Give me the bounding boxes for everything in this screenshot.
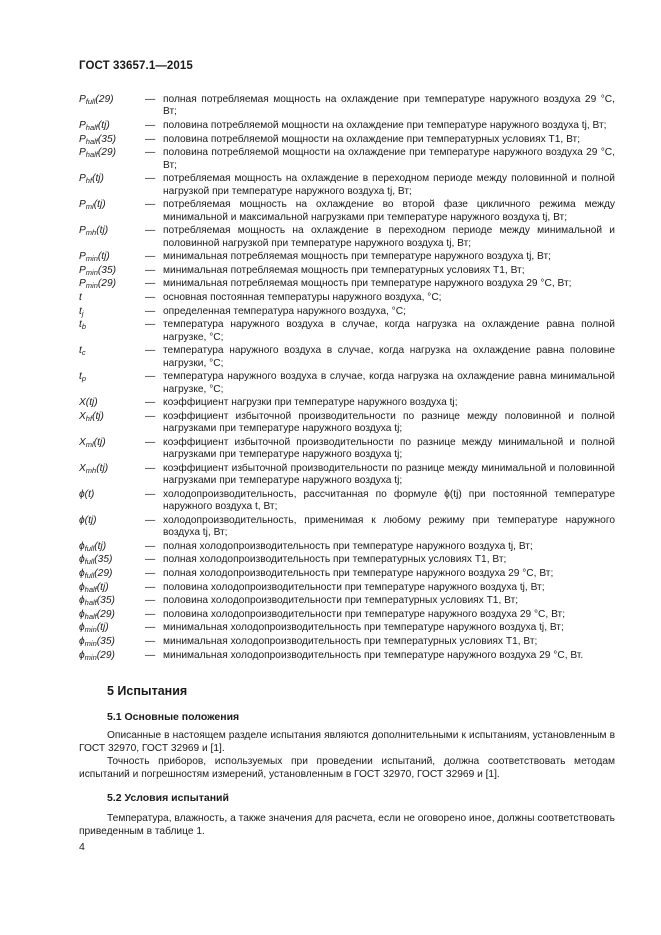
symbol-subscript: mh [85, 465, 97, 475]
symbol-subscript: mh [85, 228, 97, 238]
definition-symbol [79, 515, 145, 540]
symbol-base: ϕ [79, 595, 85, 607]
definition-description: минимальная потребляемая мощность при температуре наружного воздуха tj, Вт; [163, 251, 551, 263]
definition-symbol [79, 554, 145, 566]
symbol-base: P [79, 264, 86, 276]
definition-dash: — [145, 225, 156, 237]
symbol-subscript: half [84, 598, 97, 608]
symbol-subscript: half [85, 136, 98, 146]
symbol-base: ϕ [79, 622, 85, 634]
symbol-base: t [79, 305, 82, 317]
definition-description: холодопроизводительность, рассчитанная по формуле ϕ(tj) при постоянной температуре наружного воздуха t, Вт; [163, 488, 615, 513]
symbol-subscript: ml [85, 202, 94, 212]
definition-row [79, 489, 615, 514]
symbol-argument: (35) [96, 595, 115, 607]
definition-row [79, 306, 615, 318]
symbol-subscript: full [85, 97, 96, 106]
definition-description: половина холодопроизводительности при температурных условиях Т1, Вт; [163, 595, 519, 607]
definition-symbol [79, 397, 145, 409]
symbol-base: P [79, 199, 86, 211]
definition-symbol [79, 278, 145, 290]
definition-row [79, 609, 615, 621]
symbol-subscript: c [81, 348, 86, 358]
definition-dash: — [145, 410, 156, 422]
symbol-argument: (tj) [96, 581, 109, 593]
definition-dash: — [145, 622, 156, 634]
definition-description: полная потребляемая мощность на охлаждение при температуре наружного воздуха 29 °С, Вт; [163, 94, 615, 118]
symbol-subscript: min [84, 638, 97, 648]
definition-dash: — [145, 608, 156, 620]
symbol-base: X [79, 462, 86, 474]
definition-symbol [79, 371, 145, 396]
definition-row [79, 265, 615, 277]
definition-description: определенная температура наружного воздуха, °С; [163, 305, 406, 317]
definition-description: холодопроизводительность, применимая к любому режиму при температуре наружного воздуха tj, Вт; [163, 514, 615, 539]
definition-dash: — [145, 120, 156, 131]
definition-row [79, 94, 615, 119]
definition-row [79, 292, 615, 304]
paragraph-general-1: Описанные в настоящем разделе испытания являются дополнительными к испытаниям, установленным в ГОСТ 32970, ГОСТ 32969 и [1]. [79, 730, 615, 755]
definition-dash: — [145, 554, 156, 566]
definition-dash: — [145, 199, 156, 211]
symbol-argument: (29) [97, 147, 117, 159]
definition-row [79, 622, 615, 634]
symbol-argument: (tj) [92, 173, 104, 185]
symbol-subscript: full [84, 557, 95, 567]
symbol-argument: (35) [94, 554, 113, 566]
definition-description: полная холодопроизводительность при температурных условиях Т1, Вт; [163, 554, 507, 566]
symbol-base: P [79, 251, 86, 263]
definition-symbol [79, 319, 145, 344]
definition-symbol [79, 650, 145, 662]
definition-dash: — [145, 581, 156, 593]
definition-symbol [79, 595, 145, 607]
definition-symbol [79, 147, 145, 172]
definition-symbol [79, 134, 145, 146]
definition-description: полная холодопроизводительность при температуре наружного воздуха tj, Вт; [163, 540, 533, 552]
definitions-list [79, 94, 615, 663]
symbol-base: ϕ [79, 554, 85, 566]
paragraph-general-2: Точность приборов, используемых при проведении испытаний, должна соответствовать методам испытаний и погрешностям измерений, установленным в ГОСТ 32970, ГОСТ 32969 и [1]. [79, 756, 615, 781]
definition-row [79, 147, 615, 172]
definition-dash: — [145, 173, 156, 185]
definition-symbol [79, 541, 145, 553]
definition-dash: — [145, 291, 156, 303]
document-header: ГОСТ 33657.1—2015 [79, 60, 193, 72]
definition-row [79, 397, 615, 409]
definition-description: половина холодопроизводительности при температуре наружного воздуха tj, Вт; [163, 581, 545, 593]
symbol-argument: (35) [96, 635, 115, 647]
symbol-base: ϕ [79, 649, 85, 661]
symbol-subscript: b [81, 322, 87, 332]
symbol-argument: (tj) [92, 410, 104, 422]
definition-symbol [79, 636, 145, 648]
definition-symbol [79, 94, 145, 119]
symbol-argument: (t) [84, 488, 95, 500]
definition-dash: — [145, 345, 156, 357]
symbol-argument: (35) [97, 133, 117, 145]
definition-symbol [79, 292, 145, 304]
symbol-subscript: half [85, 150, 98, 160]
symbol-argument: (29) [96, 649, 115, 661]
definition-description: коэффициент нагрузки при температуре наружного воздуха tj; [163, 397, 458, 409]
symbol-subscript: min [84, 652, 97, 662]
definition-dash: — [145, 251, 156, 263]
symbol-base: ϕ [79, 540, 85, 552]
symbol-base: t [79, 345, 82, 357]
symbol-argument: (tj) [93, 436, 106, 448]
symbol-subscript: ml [85, 439, 94, 449]
definition-row [79, 541, 615, 553]
paragraph-conditions: Температура, влажность, а также значения для расчета, если не оговорено иное, должны соответствовать приведенным в таблице 1. [79, 813, 615, 838]
definition-row [79, 199, 615, 224]
symbol-subscript: hf [85, 176, 93, 186]
definition-description: половина потребляемой мощности на охлаждение при температуре наружного воздуха tj, Вт; [163, 120, 607, 131]
definition-dash: — [145, 133, 156, 145]
definition-symbol [79, 609, 145, 621]
subsection-title-general: 5.1 Основные положения [107, 711, 240, 723]
section-title: 5 Испытания [107, 684, 188, 698]
definition-dash: — [145, 94, 156, 105]
definition-row [79, 345, 615, 370]
definition-row [79, 437, 615, 462]
definition-row [79, 225, 615, 250]
symbol-subscript: min [84, 625, 97, 635]
symbol-argument: (tj) [96, 622, 109, 634]
page-number: 4 [79, 841, 85, 853]
symbol-base: P [79, 94, 86, 105]
symbol-argument: (tj) [96, 462, 109, 474]
definition-description: потребляемая мощность на охлаждение во второй фазе цикличного режима между минимальной и максимальной нагрузками при температуре наружного воздуха tj, Вт; [163, 199, 615, 223]
definition-symbol [79, 622, 145, 634]
definition-description: минимальная холодопроизводительность при температуре наружного воздуха 29 °С, Вт. [163, 649, 584, 661]
definition-description: коэффициент избыточной производительности по разнице между половинной и полной нагрузками при температуре наружного воздуха tj; [163, 410, 615, 435]
symbol-base: X [79, 410, 86, 422]
definition-dash: — [145, 462, 156, 474]
symbol-base: ϕ [79, 567, 85, 579]
definition-symbol [79, 306, 145, 318]
definition-symbol [79, 225, 145, 250]
definition-dash: — [145, 540, 156, 552]
symbol-subscript: half [85, 123, 98, 132]
symbol-base: P [79, 147, 86, 159]
definition-description: половина потребляемой мощности на охлаждение при температурных условиях Т1, Вт; [163, 133, 581, 145]
definition-row [79, 515, 615, 540]
symbol-base: t [79, 291, 82, 303]
symbol-base: ϕ [79, 581, 85, 593]
definition-dash: — [145, 305, 156, 317]
definition-description: коэффициент избыточной производительности по разнице между минимальной и полной нагрузками при температуре наружного воздуха tj; [163, 436, 615, 461]
definition-row [79, 120, 615, 132]
symbol-base: ϕ [79, 608, 85, 620]
definition-description: половина потребляемой мощности на охлаждение при температуре наружного воздуха 29 °С, Вт; [163, 147, 615, 171]
definition-symbol [79, 463, 145, 488]
symbol-argument: (29) [95, 94, 114, 105]
definition-row [79, 251, 615, 263]
definition-description: потребляемая мощность на охлаждение в переходном периоде между половинной и полной нагрузкой при температуре наружного воздуха tj, Вт; [163, 173, 615, 197]
symbol-base: P [79, 133, 86, 145]
definition-symbol [79, 199, 145, 224]
symbol-base: X [79, 397, 86, 409]
definition-dash: — [145, 635, 156, 647]
definition-dash: — [145, 649, 156, 661]
symbol-subscript: min [85, 254, 98, 264]
definition-description: температура наружного воздуха в случае, когда нагрузка на охлаждение равна половине нагрузки, °С; [163, 345, 615, 369]
definition-dash: — [145, 278, 156, 290]
definition-row [79, 278, 615, 290]
definition-symbol [79, 437, 145, 462]
definition-description: коэффициент избыточной производительности по разнице между минимальной и половинной нагрузками при температуре наружного воздуха tj; [163, 462, 615, 487]
symbol-subscript: half [84, 584, 97, 594]
definition-description: минимальная потребляемая мощность при температуре наружного воздуха 29 °С, Вт; [163, 278, 572, 290]
symbol-base: t [79, 319, 82, 331]
definition-symbol [79, 345, 145, 370]
symbol-subscript: full [84, 543, 95, 553]
definition-description: минимальная холодопроизводительность при температурных условиях Т1, Вт; [163, 635, 538, 647]
definition-description: основная постоянная температуры наружного воздуха, °С; [163, 291, 442, 303]
symbol-subscript: j [81, 308, 84, 318]
definition-description: минимальная потребляемая мощность при температурных условиях Т1, Вт; [163, 264, 525, 276]
symbol-argument: (29) [96, 608, 115, 620]
definition-symbol [79, 251, 145, 263]
definition-symbol [79, 489, 145, 514]
definition-description: температура наружного воздуха в случае, когда нагрузка на охлаждение равна полной нагрузке, °С; [163, 319, 615, 343]
symbol-base: ϕ [79, 488, 85, 500]
definition-symbol [79, 265, 145, 277]
definition-row [79, 582, 615, 594]
definition-dash: — [145, 371, 156, 383]
symbol-base: P [79, 173, 86, 185]
symbol-base: ϕ [79, 514, 85, 526]
symbol-base: ϕ [79, 635, 85, 647]
definition-row [79, 595, 615, 607]
symbol-argument: (35) [97, 264, 117, 276]
symbol-argument: (29) [97, 278, 117, 290]
symbol-argument: (tj) [97, 251, 110, 263]
symbol-subscript: p [81, 374, 87, 384]
symbol-argument: (tj) [84, 514, 97, 526]
symbol-base: t [79, 371, 82, 383]
definition-row [79, 568, 615, 580]
symbol-subscript: half [84, 611, 97, 621]
definition-row [79, 134, 615, 146]
subsection-title-conditions: 5.2 Условия испытаний [107, 792, 229, 804]
definition-description: потребляемая мощность на охлаждение в переходном периоде между минимальной и половинной нагрузкой при температуре наружного воздуха tj, Вт; [163, 225, 615, 249]
definition-row [79, 371, 615, 396]
definition-symbol [79, 568, 145, 580]
symbol-base: X [79, 436, 86, 448]
symbol-base: P [79, 120, 86, 131]
symbol-argument: (tj) [93, 199, 106, 211]
definition-description: температура наружного воздуха в случае, когда нагрузка на охлаждение равна минимальной нагрузке, °С; [163, 371, 615, 395]
symbol-base: P [79, 278, 86, 290]
definition-row [79, 650, 615, 662]
symbol-argument: (tj) [97, 120, 110, 131]
definition-description: полная холодопроизводительность при температуре наружного воздуха 29 °С, Вт; [163, 567, 554, 579]
definition-symbol [79, 173, 145, 198]
definition-row [79, 319, 615, 344]
definition-row [79, 636, 615, 648]
symbol-subscript: hf [85, 413, 93, 423]
definition-symbol [79, 582, 145, 594]
symbol-base: P [79, 225, 86, 237]
definition-dash: — [145, 595, 156, 607]
symbol-argument: (tj) [96, 225, 109, 237]
definition-row [79, 173, 615, 198]
definition-dash: — [145, 488, 156, 500]
definition-symbol [79, 411, 145, 436]
symbol-argument: (29) [94, 567, 113, 579]
definition-dash: — [145, 514, 156, 526]
definition-dash: — [145, 319, 156, 331]
symbol-subscript: full [84, 570, 95, 580]
definition-row [79, 554, 615, 566]
definition-dash: — [145, 436, 156, 448]
symbol-subscript: min [85, 267, 98, 277]
symbol-subscript: min [85, 281, 98, 291]
symbol-argument: (tj) [94, 540, 107, 552]
definition-dash: — [145, 264, 156, 276]
symbol-argument: (tj) [85, 397, 98, 409]
definition-row [79, 411, 615, 436]
definition-symbol [79, 120, 145, 132]
definition-dash: — [145, 567, 156, 579]
definition-dash: — [145, 147, 156, 159]
definition-row [79, 463, 615, 488]
definition-dash: — [145, 397, 156, 409]
definition-description: половина холодопроизводительности при температуре наружного воздуха 29 °С, Вт; [163, 608, 566, 620]
definition-description: минимальная холодопроизводительность при температуре наружного воздуха tj, Вт; [163, 622, 564, 634]
